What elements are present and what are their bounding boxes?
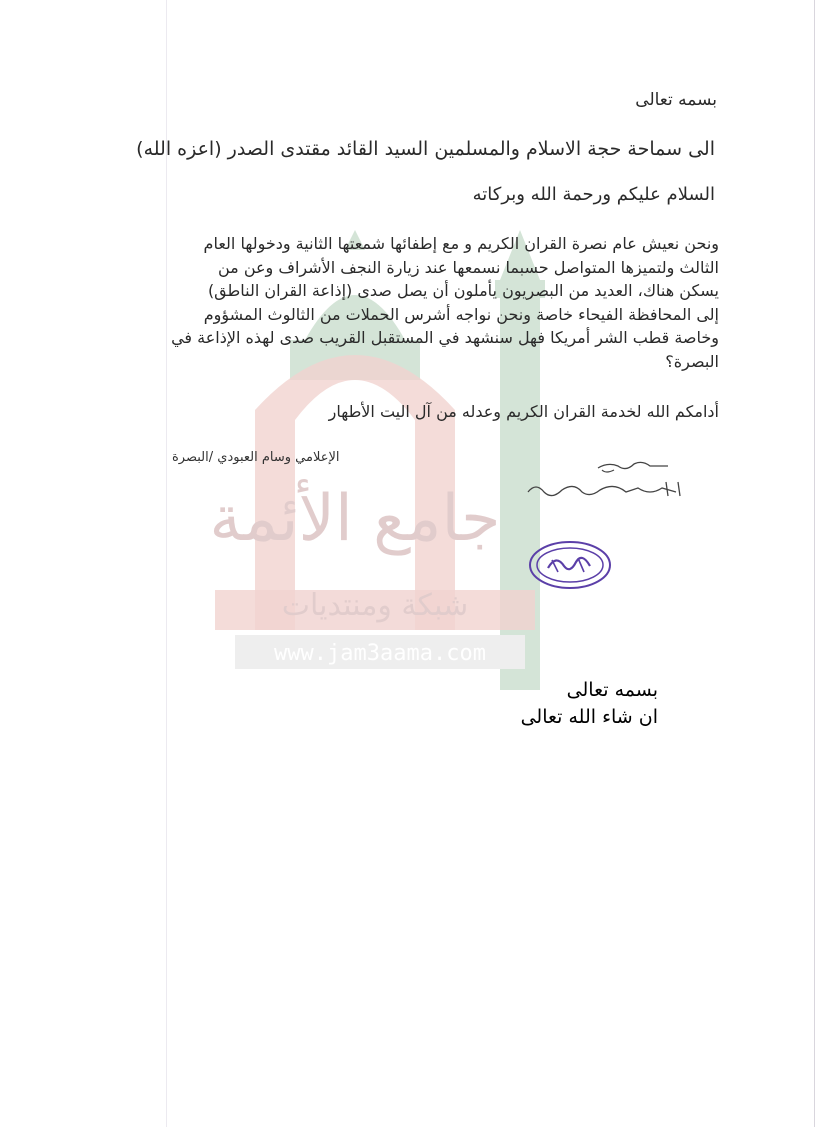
letter-body-line: البصرة؟ [665, 351, 719, 371]
watermark-url: www.jam3aama.com [274, 641, 486, 666]
letter-body [124, 232, 719, 373]
letter-closing: أدامكم الله لخدمة القران الكريم وعدله من آل اليت الأطهار [328, 402, 719, 421]
letter-addressee: الى سماحة حجة الاسلام والمسلمين السيد القائد مقتدى الصدر (اعزه الله) [136, 138, 715, 160]
page-edge-line [166, 0, 167, 1127]
handwritten-signature [518, 452, 688, 512]
letter-body-line: ونحن نعيش عام نصرة القران الكريم و مع إطفائها شمعتها الثانية ودخولها العام [203, 234, 719, 253]
page-right-edge [814, 0, 815, 1127]
reply-note [478, 677, 658, 731]
watermark-subtitle: شبكة ومنتديات [281, 588, 469, 623]
letter-body-line: إلى المحافظة الفيحاء خاصة ونحن نواجه أشرس الحملات من الثالوث المشؤوم [203, 304, 719, 324]
letter-body-line: وخاصة قطب الشر أمريكا فهل سنشهد في المستقبل القريب صدى لهذه الإذاعة في [171, 328, 719, 347]
letter-body-line: الثالث ولتميزها المتواصل حسبما نسمعها عند زيارة النجف الأشراف وعن من [217, 257, 719, 277]
reply-line: ان شاء الله تعالى [520, 706, 658, 728]
reply-line: بسمه تعالى [566, 679, 658, 701]
letter-greeting: السلام عليكم ورحمة الله وبركاته [472, 184, 715, 205]
official-stamp [528, 540, 612, 590]
watermark-title: جامع الأئمة [209, 482, 501, 556]
letter-body-line: يسكن هناك، العديد من البصريون يأملون أن يصل صدى (إذاعة القران الناطق) [207, 281, 719, 300]
letter-salutation: بسمه تعالى [635, 90, 717, 110]
letter-sender: الإعلامي وسام العبودي /البصرة [172, 450, 340, 465]
